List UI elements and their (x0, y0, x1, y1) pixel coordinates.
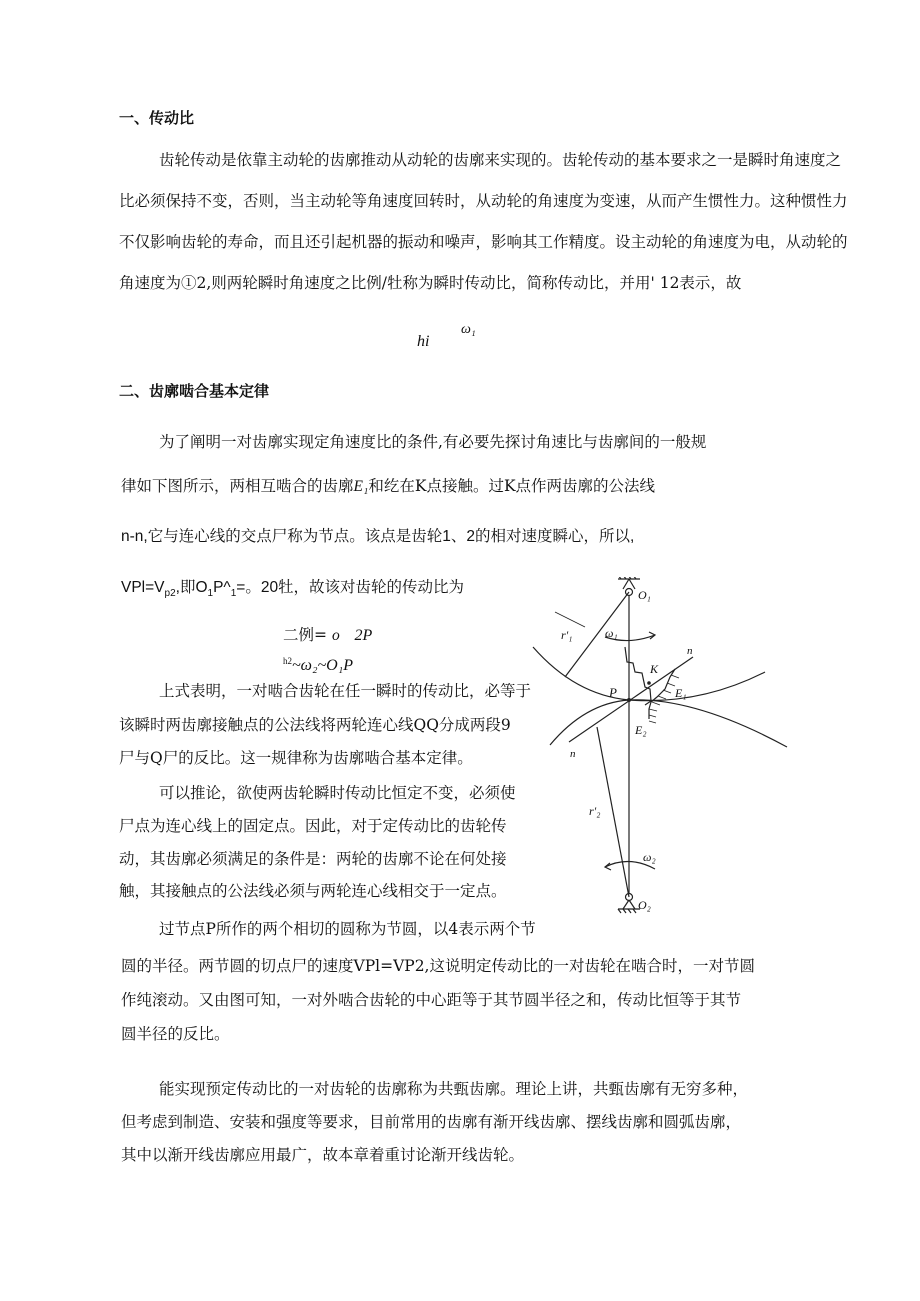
section-2-line-1: 为了阐明一对齿廓实现定角速度比的条件,有必要先探讨角速比与齿廓间的一般规 (159, 433, 707, 451)
label-n-bottom: n (570, 748, 576, 760)
label-w1: ω₁ (605, 626, 618, 640)
conj-line-3: 其中以渐开线齿廓应用最广，故本章着重讨论渐开线齿轮。 (121, 1146, 525, 1164)
label-p: P (609, 685, 617, 700)
radius-r1 (565, 592, 629, 677)
formula-2-bottom: $^{h2}$~ω₂~O₁P (283, 656, 354, 675)
formula-2-top: 二例= o 2P (283, 626, 373, 644)
pitch-line-3: 作纯滚动。又由图可知，一对外啮合齿轮的中心距等于其节圆半径之和，传动比恒等于其节 (121, 991, 742, 1009)
w2-arrow-icon (605, 863, 611, 870)
label-e2: E₂ (635, 723, 647, 737)
law-line-2: 该瞬时两齿廓接触点的公法线将两轮连心线QQ分成两段9 (119, 716, 511, 734)
label-e1: E₁ (675, 686, 687, 700)
law-line-1: 上式表明，一对啮合齿轮在任一瞬时的传动比，必等于 (159, 682, 532, 700)
contact-point-dot (647, 681, 651, 685)
label-o1: O₁ (638, 588, 651, 602)
section-1-line-1: 齿轮传动是依靠主动轮的齿廓推动从动轮的齿廓来实现的。齿轮传动的基本要求之一是瞬时角速度之 (159, 151, 842, 169)
infer-line-1: 可以推论，欲使两齿轮瞬时传动比恒定不变，必须使 (159, 784, 516, 802)
pitch-line-1: 过节点P所作的两个相切的圆称为节圆，以4表示两个节 (159, 920, 536, 938)
tooth-profile-e2 (649, 669, 675, 719)
section-2-line-4: $VPl=V_{p2}$,即$O_1P\^{}_1=$。20牡，故该对齿轮的传动比为 (121, 579, 465, 600)
radius-r2 (597, 727, 629, 897)
label-k: K (650, 662, 659, 676)
infer-line-4: 触，其接触点的公法线必须与两轮连心线相交于一定点。 (119, 882, 507, 900)
section-1-line-2: 比必须保持不变，否则，当主动轮等角速度回转时，从动轮的角速度为变速，从而产生惯性力。这种惯性力 (119, 192, 848, 210)
section-1-line-3: 不仅影响齿轮的寿命，而且还引起机器的振动和噪声，影响其工作精度。设主动轮的角速度为电，从动轮的 (119, 233, 848, 251)
pitch-line-2: 圆的半径。两节圆的切点尸的速度VPl=VP2,这说明定传动比的一对齿轮在啮合时，一对节圆 (121, 957, 755, 975)
infer-line-2: 尸点为连心线上的固定点。因此，对于定传动比的齿轮传 (119, 817, 507, 835)
section-2-line-2: 律如下图所示，两相互啮合的齿廓E₁和纥在K点接触。过K点作两齿廓的公法线 (121, 477, 656, 495)
section-1-line-4: 角速度为①2,则两轮瞬时角速度之比例/牡称为瞬时传动比，简称传动比，并用' 12表示，故 (119, 274, 742, 292)
r1-dimension (555, 612, 585, 627)
section-2-heading: 二、齿廓啮合基本定律 (119, 382, 270, 400)
infer-line-3: 动，其齿廓必须满足的条件是：两轮的齿廓不论在何处接 (119, 850, 507, 868)
label-w2: ω₂ (643, 850, 656, 864)
pitch-line-4: 圆半径的反比。 (121, 1025, 230, 1043)
e1-symbol: E₁ (353, 478, 369, 495)
section-1-heading: 一、传动比 (119, 109, 195, 127)
pitch-point-dot (627, 698, 631, 702)
formula-1-right: ω₁ (461, 322, 476, 337)
conj-line-2: 但考虑到制造、安装和强度等要求，目前常用的齿廓有渐开线齿廓、摆线齿廓和圆弧齿廓， (121, 1113, 742, 1131)
gear-meshing-figure (525, 577, 815, 917)
formula-1-left: hi (417, 333, 430, 350)
section-2-line-3: n-n,它与连心线的交点尸称为节点。该点是齿轮1、2的相对速度瞬心，所以, (121, 528, 635, 545)
label-n-top: n (687, 645, 693, 657)
label-o2: O₂ (638, 898, 651, 912)
label-r1: r'₁ (561, 628, 573, 642)
conj-line-1: 能实现预定传动比的一对齿轮的齿廓称为共甄齿廓。理论上讲，共甄齿廓有无穷多种， (159, 1080, 749, 1098)
label-r2: r'₂ (589, 804, 601, 818)
law-line-3: 尸与Q尸的反比。这一规律称为齿廓啮合基本定律。 (119, 749, 473, 767)
pitch-circle-2 (550, 700, 787, 747)
